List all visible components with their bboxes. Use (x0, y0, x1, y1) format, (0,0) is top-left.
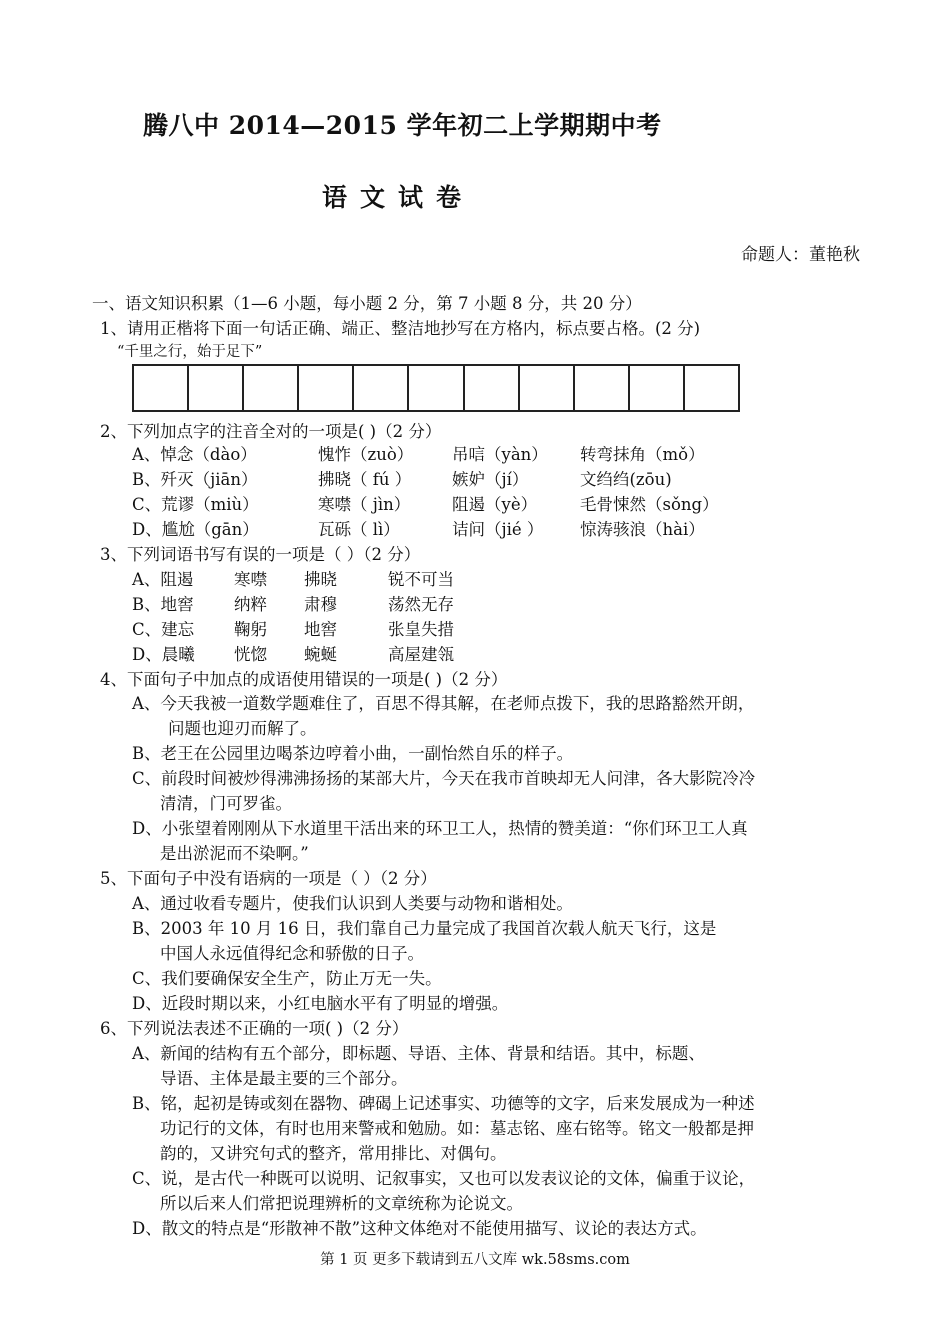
grid-cell[interactable] (354, 366, 409, 410)
page-footer: 第 1 页 更多下载请到五八文库 wk.58sms.com (320, 1252, 630, 1268)
q4-option-d-cont: 是出淤泥而不染啊。” (160, 844, 309, 863)
q2-option-a-item-2: 愧怍（zuò） (318, 445, 414, 464)
q3-option-c-item-1: C、建忘 (132, 620, 195, 639)
q3-option-d-item-1: D、晨曦 (132, 645, 195, 664)
q2-option-d-item-3: 诘问（jié ） (452, 520, 544, 539)
q6-stem: 6、下列说法表述不正确的一项( )（2 分） (100, 1019, 409, 1038)
q1-quote: “千里之行，始于足下” (117, 344, 263, 360)
q2-option-b-item-1: B、歼灭（jiān） (132, 470, 258, 489)
exam-author: 命题人：董艳秋 (741, 245, 860, 265)
q6-option-c-cont: 所以后来人们常把说理辨析的文章统称为论说文。 (160, 1194, 523, 1213)
q2-option-a-item-1: A、悼念（dào） (132, 445, 257, 464)
q2-option-b-item-2: 拂晓（ fú ） (318, 470, 412, 489)
q3-option-b-item-3: 肃穆 (304, 595, 337, 614)
grid-cell[interactable] (630, 366, 685, 410)
q2-option-b-item-4: 文绉绉(zōu) (580, 470, 672, 489)
q3-option-b-item-1: B、地窖 (132, 595, 194, 614)
q4-option-c-cont: 清清，门可罗雀。 (160, 794, 292, 813)
q3-option-b-item-4: 荡然无存 (388, 595, 454, 614)
q3-option-d-item-4: 高屋建瓴 (388, 645, 454, 664)
q2-option-c-item-4: 毛骨悚然（sǒng） (580, 495, 719, 514)
q6-option-b-cont2: 韵的，又讲究句式的整齐，常用排比、对偶句。 (160, 1144, 507, 1163)
q6-option-c: C、说，是古代一种既可以说明、记叙事实，又也可以发表议论的文体，偏重于议论， (132, 1169, 756, 1188)
grid-cell[interactable] (299, 366, 354, 410)
q3-option-c-item-3: 地窖 (304, 620, 337, 639)
q5-option-b-cont: 中国人永远值得纪念和骄傲的日子。 (160, 944, 424, 963)
q2-option-c-item-2: 寒噤（ jìn） (318, 495, 411, 514)
q4-option-d: D、小张望着刚刚从下水道里干活出来的环卫工人，热情的赞美道：“你们环卫工人真 (132, 819, 748, 838)
q2-option-c-item-1: C、荒谬（miù） (132, 495, 259, 514)
exam-subtitle: 语文试卷 (322, 183, 475, 212)
q5-option-c: C、我们要确保安全生产，防止万无一失。 (132, 969, 442, 988)
q2-option-a-item-4: 转弯抹角（mǒ） (580, 445, 705, 464)
q3-option-a-item-2: 寒噤 (234, 570, 267, 589)
q4-stem: 4、下面句子中加点的成语使用错误的一项是( )（2 分） (100, 670, 508, 689)
grid-cell[interactable] (409, 366, 464, 410)
q3-option-a-item-4: 锐不可当 (388, 570, 454, 589)
q2-option-a-item-3: 吊唁（yàn） (452, 445, 548, 464)
grid-cell[interactable] (189, 366, 244, 410)
q6-option-a: A、新闻的结构有五个部分，即标题、导语、主体、背景和结语。其中，标题、 (132, 1044, 705, 1063)
q3-option-d-item-3: 蜿蜒 (304, 645, 337, 664)
q2-option-d-item-1: D、尴尬（gān） (132, 520, 259, 539)
q6-option-b: B、铭，起初是铸或刻在器物、碑碣上记述事实、功德等的文字，后来发展成为一种述 (132, 1094, 755, 1113)
grid-cell[interactable] (520, 366, 575, 410)
q6-option-a-cont: 导语、主体是最主要的三个部分。 (160, 1069, 408, 1088)
q3-option-b-item-2: 纳粹 (234, 595, 267, 614)
q2-option-b-item-3: 嫉妒（jí） (452, 470, 529, 489)
q4-option-a-cont: 问题也迎刃而解了。 (168, 719, 317, 738)
q4-option-c: C、前段时间被炒得沸沸扬扬的某部大片，今天在我市首映却无人问津，各大影院冷冷 (132, 769, 756, 788)
q6-option-d: D、散文的特点是“形散神不散”这种文体绝对不能使用描写、议论的表达方式。 (132, 1219, 707, 1238)
grid-cell[interactable] (134, 366, 189, 410)
q5-stem: 5、下面句子中没有语病的一项是（ ）（2 分） (100, 869, 437, 888)
q5-option-a: A、通过收看专题片，使我们认识到人类要与动物和谐相处。 (132, 894, 573, 913)
q1-stem: 1、请用正楷将下面一句话正确、端正、整洁地抄写在方格内，标点要占格。(2 分) (100, 319, 701, 338)
q5-option-d: D、近段时期以来，小红电脑水平有了明显的增强。 (132, 994, 509, 1013)
q4-option-b: B、老王在公园里边喝茶边哼着小曲，一副怡然自乐的样子。 (132, 744, 574, 763)
q3-option-c-item-2: 鞠躬 (234, 620, 267, 639)
q4-option-a: A、今天我被一道数学题难住了，百思不得其解，在老师点拨下，我的思路豁然开朗， (132, 694, 755, 713)
q3-option-a-item-1: A、阻遏 (132, 570, 194, 589)
writing-grid[interactable] (132, 364, 740, 412)
q2-option-d-item-4: 惊涛骇浪（hài） (580, 520, 705, 539)
q2-option-c-item-3: 阻遏（yè） (452, 495, 538, 514)
grid-cell[interactable] (575, 366, 630, 410)
section-heading: 一、语文知识积累（1—6 小题，每小题 2 分，第 7 小题 8 分，共 20 分） (92, 294, 642, 313)
grid-cell[interactable] (465, 366, 520, 410)
q2-stem: 2、下列加点字的注音全对的一项是( )（2 分） (100, 422, 442, 441)
q3-option-a-item-3: 拂晓 (304, 570, 337, 589)
grid-cell[interactable] (685, 366, 738, 410)
q3-stem: 3、下列词语书写有误的一项是（ ）（2 分） (100, 545, 421, 564)
q3-option-c-item-4: 张皇失措 (388, 620, 454, 639)
q6-option-b-cont1: 功记行的文体，有时也用来警戒和勉励。如：墓志铭、座右铭等。铭文一般都是押 (160, 1119, 754, 1138)
q3-option-d-item-2: 恍惚 (234, 645, 267, 664)
q5-option-b: B、2003 年 10 月 16 日，我们靠自己力量完成了我国首次载人航天飞行，这是 (132, 919, 717, 938)
grid-cell[interactable] (244, 366, 299, 410)
exam-title: 腾八中 2014—2015 学年初二上学期期中考 (143, 111, 662, 140)
q2-option-d-item-2: 瓦砾（ lì） (318, 520, 400, 539)
